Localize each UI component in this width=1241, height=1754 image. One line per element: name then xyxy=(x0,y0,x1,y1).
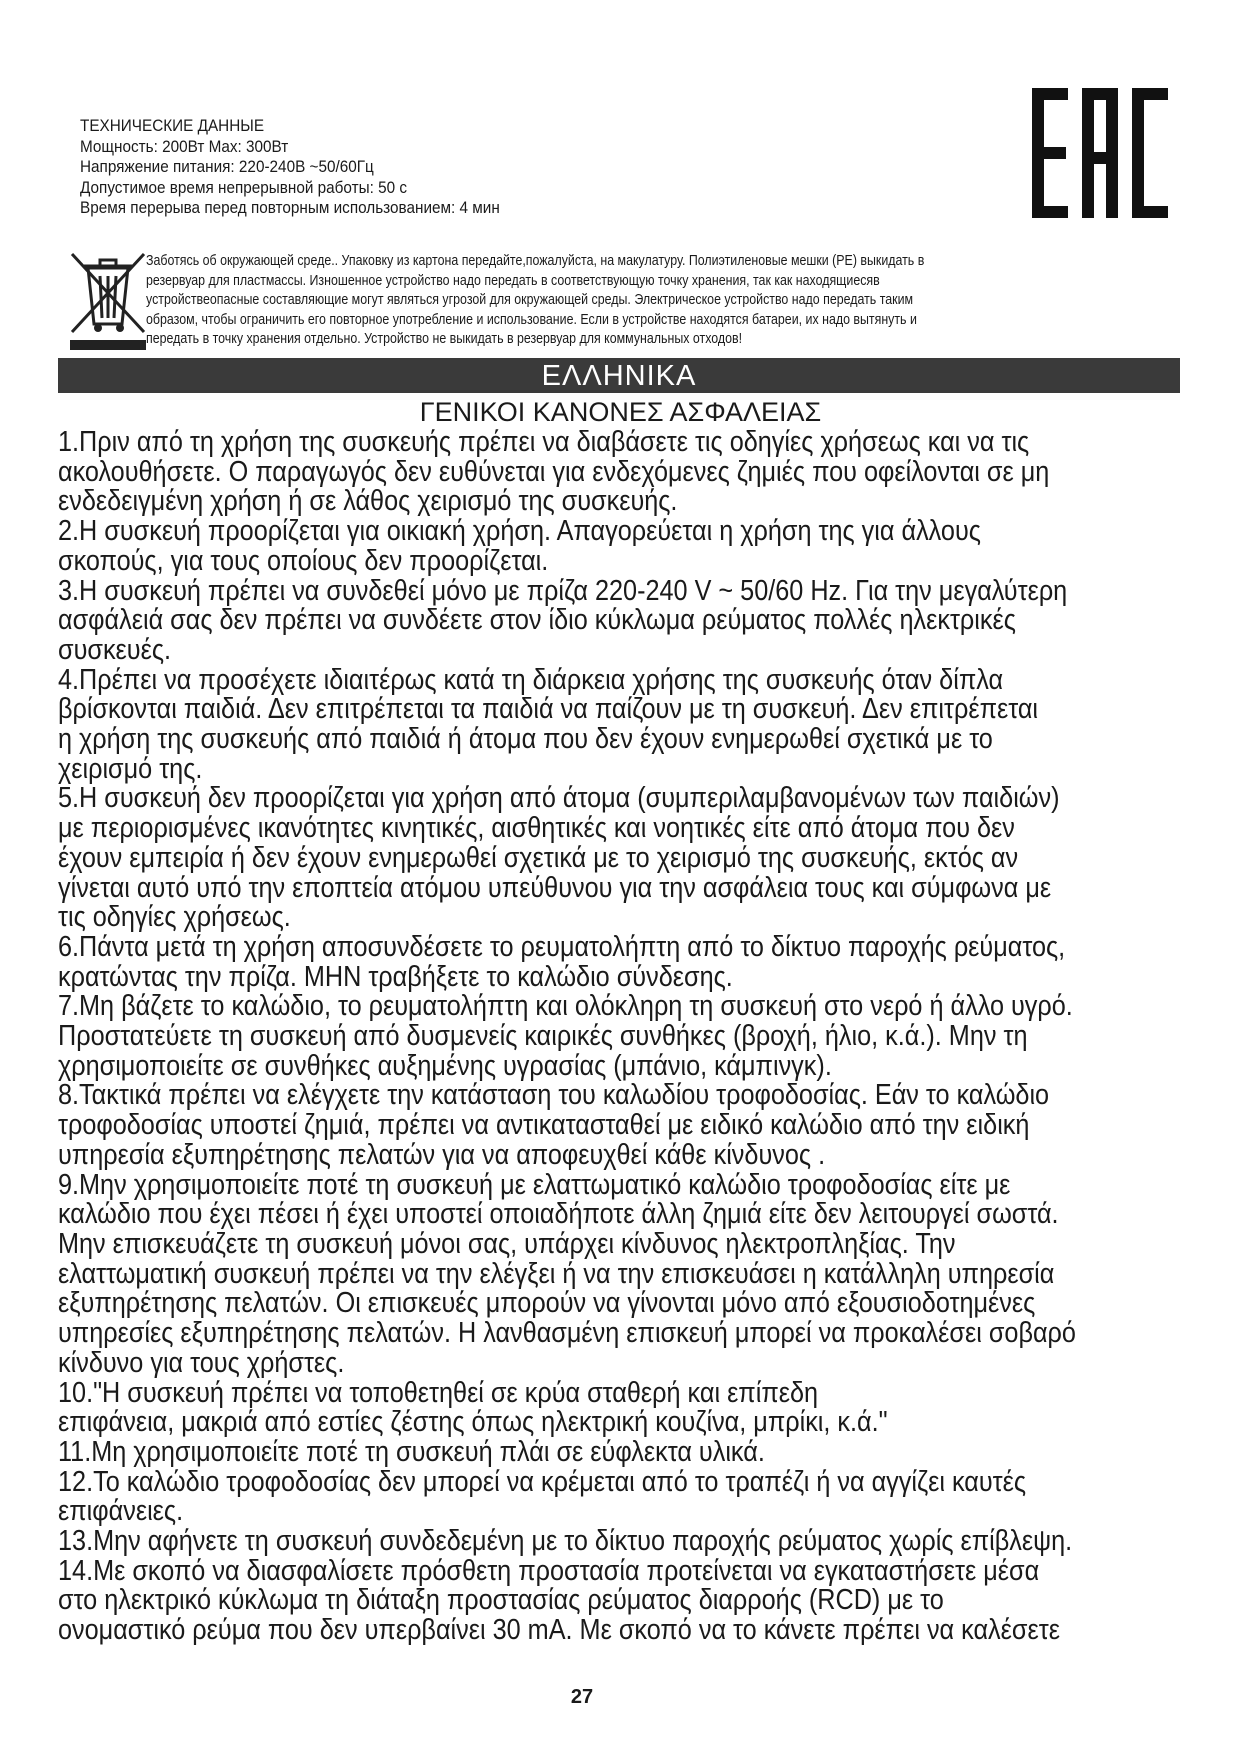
body-line: στο ηλεκτρικό κύκλωμα τη διάταξη προστασίας ρεύματος διαρροής (RCD) με το xyxy=(58,1584,944,1617)
section-title: ΓΕΝΙΚΟΙ ΚΑΝΟΝΕΣ ΑΣΦΑΛΕΙΑΣ xyxy=(419,397,822,427)
recycling-line: устройствеопасные составляющие могут являться угрозой для окружающей среды. Электрическое устройство надо передать таким xyxy=(146,292,914,308)
body-line: ενδεδειγμένη χρήση ή σε λάθος χειρισμό της συσκευής. xyxy=(58,485,678,518)
body-line: 11.Μη χρησιμοποιείτε ποτέ τη συσκευή πλάι σε εύφλεκτα υλικά. xyxy=(58,1435,765,1468)
body-line: συσκευές. xyxy=(58,633,172,666)
language-section-bar: ΕΛΛΗΝΙΚΑ xyxy=(58,358,1180,393)
recycling-line: передать в точку хранения отдельно. Устройство не выкидать в резервуар для коммунальных отходов! xyxy=(146,331,743,347)
body-line: καλώδιο που έχει πέσει ή έχει υποστεί οποιαδήποτε άλλη ζημιά είτε δεν λειτουργεί σωστά. xyxy=(58,1198,1059,1231)
body-line: κρατώντας την πρίζα. ΜΗΝ τραβήξετε το καλώδιο σύνδεσης. xyxy=(58,960,733,993)
body-line: έχουν εμπειρία ή δεν έχουν ενημερωθεί σχετικά με το χειρισμό της συσκευής, εκτός αν xyxy=(58,841,1019,874)
body-line: 2.Η συσκευή προορίζεται για οικιακή χρήση. Απαγορεύεται η χρήση της για άλλους xyxy=(58,515,981,548)
body-line: 9.Μην χρησιμοποιείτε ποτέ τη συσκευή με ελαττωματικό καλώδιο τροφοδοσίας είτε με xyxy=(58,1168,1011,1201)
body-line: γίνεται αυτό υπό την εποπτεία ατόμου υπεύθυνου για την ασφάλεια τους και σύμφωνα με xyxy=(58,871,1052,904)
body-line: ασφάλειά σας δεν πρέπει να συνδέετε στον ίδιο κύκλωμα ρεύματος πολλές ηλεκτρικές xyxy=(58,604,1016,637)
body-line: τροφοδοσίας υποστεί ζημιά, πρέπει να αντικατασταθεί με ειδικό καλώδιο από την ειδική xyxy=(58,1109,1030,1142)
body-line: 14.Με σκοπό να διασφαλίσετε πρόσθετη προστασία προτείνεται να εγκαταστήσετε μέσα xyxy=(58,1554,1040,1587)
body-line: 1.Πριν από τη χρήση της συσκευής πρέπει να διαβάσετε τις οδηγίες χρήσεως και να τις xyxy=(58,426,1030,458)
body-line: χειρισμό της. xyxy=(58,752,203,785)
body-line: υπηρεσίες εξυπηρέτησης πελατών. Η λανθασμένη επισκευή μπορεί να προκαλέσει σοβαρό xyxy=(58,1317,1076,1350)
recycling-notice xyxy=(146,252,1115,350)
body-line: Προστατεύετε τη συσκευή από δυσμενείς καιρικές συνθήκες (βροχή, ήλιο, κ.ά.). Μην τη xyxy=(58,1020,1028,1053)
tech-break-time: Время перерыва перед повторным использованием: 4 мин xyxy=(80,198,500,217)
tech-voltage: Напряжение питания: 220-240В ~50/60Гц xyxy=(80,157,374,176)
safety-rules-text xyxy=(58,428,1180,1646)
body-line: η χρήση της συσκευής από παιδιά ή άτομα που δεν έχουν ενημερωθεί σχετικά με το xyxy=(58,723,993,756)
body-line: ονομαστικό ρεύμα που δεν υπερβαίνει 30 mA. Με σκοπό να το κάνετε πρέπει να καλέσετε xyxy=(58,1614,1060,1647)
page-number: 27 xyxy=(570,1686,594,1708)
recycling-line: резервуар для пластмассы. Изношенное устройство надо передать в соответствующую точку хранения, так как находящиесяв xyxy=(146,272,880,289)
body-line: ακολουθήσετε. Ο παραγωγός δεν ευθύνεται για ενδεχόμενες ζημιές που οφείλονται σε μη xyxy=(58,455,1050,488)
crossed-out-wheelie-bin-icon xyxy=(66,246,150,352)
body-line: 12.Το καλώδιο τροφοδοσίας δεν μπορεί να κρέμεται από το τραπέζι ή να αγγίζει καυτές xyxy=(58,1465,1027,1498)
body-line: βρίσκονται παιδιά. Δεν επιτρέπεται τα παιδιά να παίζουν με τη συσκευή. Δεν επιτρέπεται xyxy=(58,693,1039,726)
body-line: 3.Η συσκευή πρέπει να συνδεθεί μόνο με πρίζα 220-240 V ~ 50/60 Hz. Για την μεγαλύτερη xyxy=(58,574,1068,607)
body-line: 8.Τακτικά πρέπει να ελέγχετε την κατάσταση του καλωδίου τροφοδοσίας. Εάν το καλώδιο xyxy=(58,1079,1050,1112)
tech-power: Мощность: 200Вт Max: 300Вт xyxy=(80,136,289,156)
recycling-line: образом, чтобы ограничить его повторное употребление и использование. Если в устройстве находятся батареи, их надо вытянуть и xyxy=(146,311,917,328)
body-line: 4.Πρέπει να προσέχετε ιδιαιτέρως κατά τη διάρκεια χρήσης της συσκευής όταν δίπλα xyxy=(58,663,1004,696)
body-line: χρησιμοποιείτε σε συνθήκες αυξημένης υγρασίας (μπάνιο, κάμπινγκ). xyxy=(58,1049,832,1082)
body-line: 5.Η συσκευή δεν προορίζεται για χρήση από άτομα (συμπεριλαμβανομένων των παιδιών) xyxy=(58,782,1060,815)
body-line: Μην επισκευάζετε τη συσκευή μόνοι σας, υπάρχει κίνδυνος ηλεκτροπληξίας. Την xyxy=(58,1227,956,1260)
body-line: τις οδηγίες χρήσεως. xyxy=(58,901,291,934)
body-line: 6.Πάντα μετά τη χρήση αποσυνδέσετε το ρευματολήπτη από το δίκτυο παροχής ρεύματος, xyxy=(58,930,1066,963)
technical-data-block xyxy=(80,116,872,219)
body-line: 13.Μην αφήνετε τη συσκευή συνδεδεμένη με το δίκτυο παροχής ρεύματος χωρίς επίβλεψη. xyxy=(58,1525,1073,1558)
body-line: σκοπούς, για τους οποίους δεν προορίζεται. xyxy=(58,544,549,577)
body-line: υπηρεσία εξυπηρέτησης πελατών για να αποφευχθεί κάθε κίνδυνος . xyxy=(58,1138,826,1171)
recycling-line: Заботясь об окружающей среде.. Упаковку из картона передайте,пожалуйста, на макулатуру. Полиэтиленовые мешки (PE) выкидать в xyxy=(146,253,925,269)
tech-heading: ТЕХНИЧЕСКИЕ ДАННЫЕ xyxy=(80,116,265,135)
body-line: 10."Η συσκευή πρέπει να τοποθετηθεί σε κρύα σταθερή και επίπεδη xyxy=(58,1376,819,1409)
eac-mark-icon xyxy=(1032,88,1168,218)
body-line: επιφάνειες. xyxy=(58,1495,184,1528)
body-line: 7.Μη βάζετε το καλώδιο, το ρευματολήπτη και ολόκληρη τη συσκευή στο νερό ή άλλο υγρό. xyxy=(58,990,1073,1023)
body-line: ελαττωματική συσκευή πρέπει να την ελέγξει ή να την επισκευάσει η κατάλληλη υπηρεσία xyxy=(58,1257,1055,1290)
tech-continuous-time: Допустимое время непрерывной работы: 50 с xyxy=(80,177,408,197)
body-line: κίνδυνο για τους χρήστες. xyxy=(58,1346,345,1379)
body-line: με περιορισμένες ικανότητες κινητικές, αισθητικές και νοητικές είτε από άτομα που δεν xyxy=(58,812,1015,845)
body-line: επιφάνεια, μακριά από εστίες ζέστης όπως ηλεκτρική κουζίνα, μπρίκι, κ.ά." xyxy=(58,1406,888,1439)
body-line: εξυπηρέτησης πελατών. Οι επισκευές μπορούν να γίνονται μόνο από εξουσιοδοτημένες xyxy=(58,1287,1036,1320)
